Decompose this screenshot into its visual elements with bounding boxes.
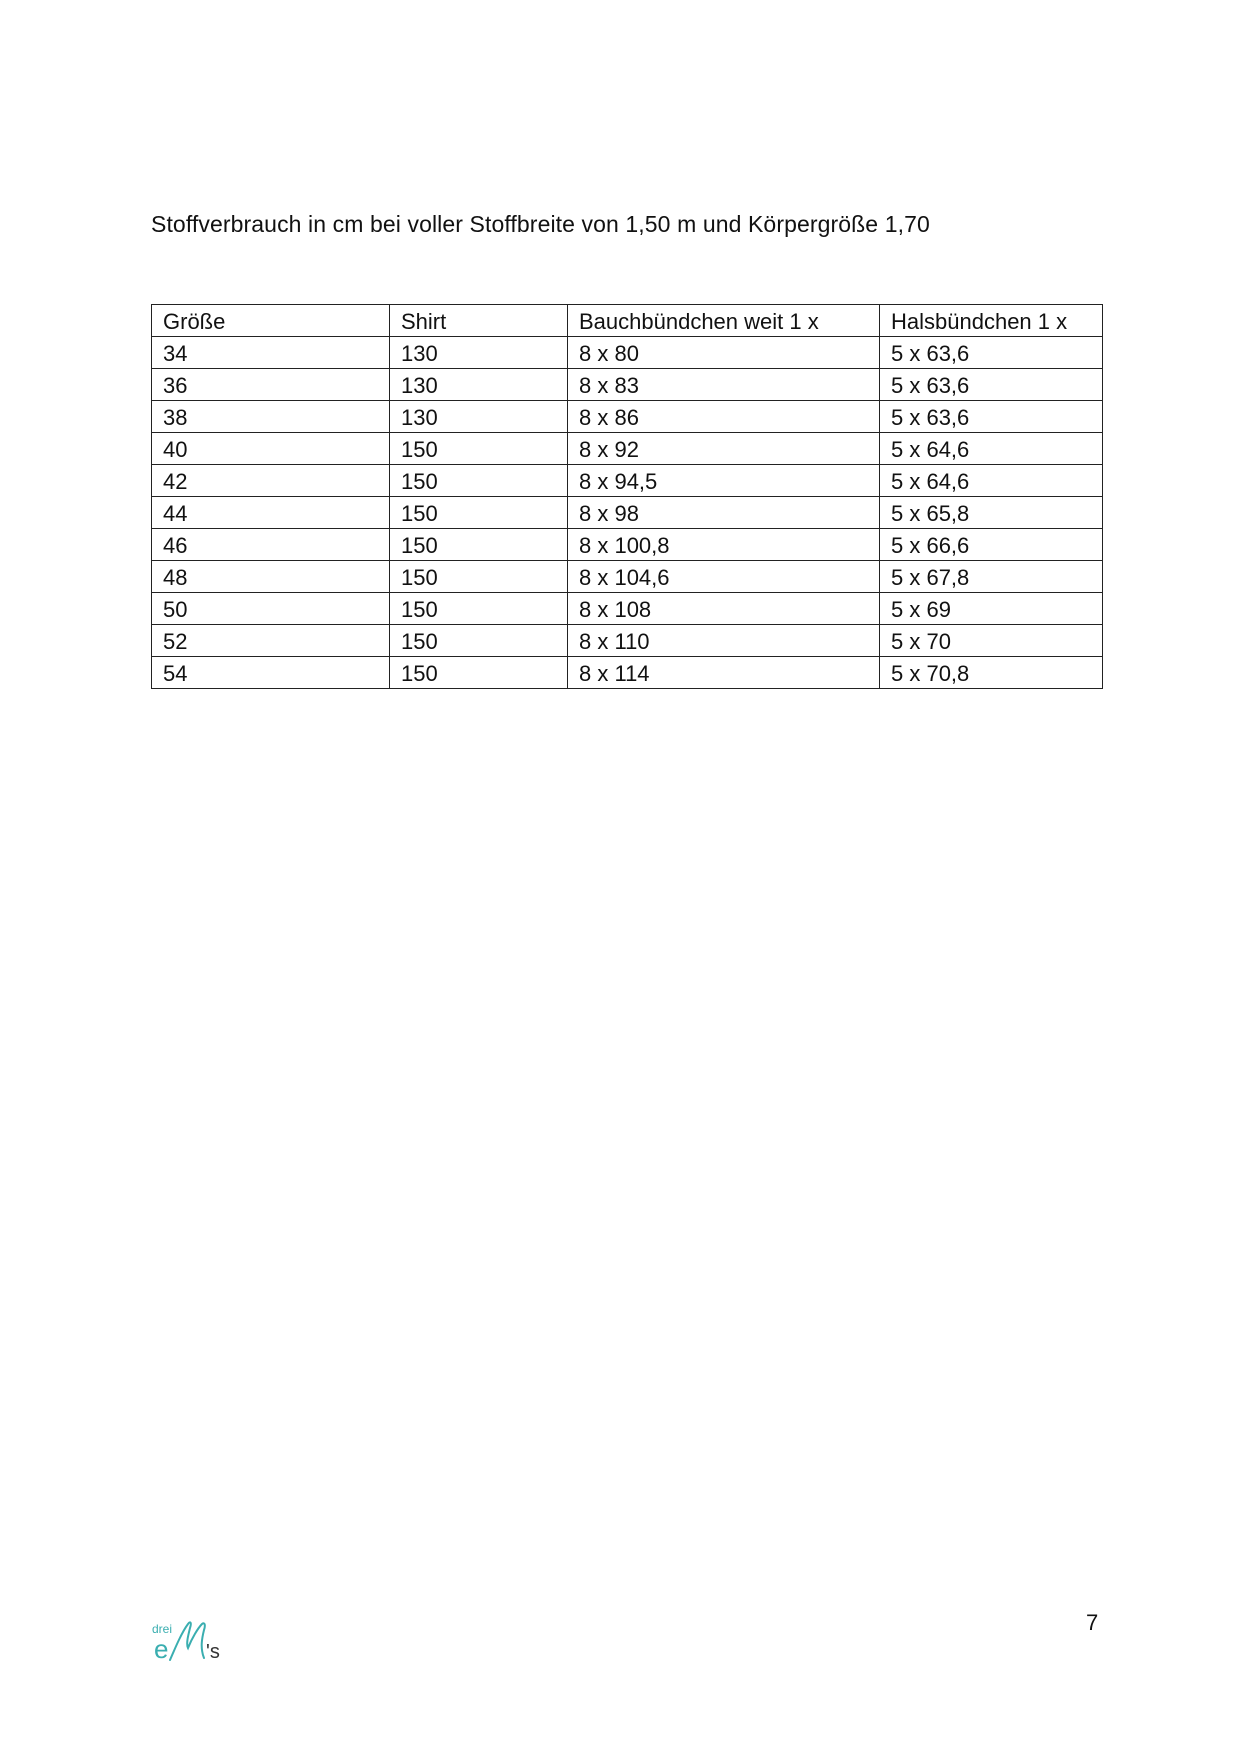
fabric-usage-table [151, 304, 1103, 689]
cell-size: 54 [152, 657, 390, 689]
cell-size: 46 [152, 529, 390, 561]
cell-size: 52 [152, 625, 390, 657]
cell-shirt: 150 [390, 625, 568, 657]
cell-neckband: 5 x 65,8 [880, 497, 1103, 529]
cell-neckband: 5 x 63,6 [880, 369, 1103, 401]
cell-shirt: 150 [390, 497, 568, 529]
header-waistband: Bauchbündchen weit 1 x [568, 305, 880, 337]
table-row [152, 497, 1103, 529]
cell-waistband: 8 x 92 [568, 433, 880, 465]
header-neckband: Halsbündchen 1 x [880, 305, 1103, 337]
logo-letter-m-stroke [170, 1622, 205, 1660]
cell-neckband: 5 x 67,8 [880, 561, 1103, 593]
cell-shirt: 150 [390, 561, 568, 593]
cell-shirt: 150 [390, 465, 568, 497]
table-row [152, 625, 1103, 657]
table-row [152, 657, 1103, 689]
table-row [152, 593, 1103, 625]
cell-size: 50 [152, 593, 390, 625]
cell-neckband: 5 x 64,6 [880, 433, 1103, 465]
cell-neckband: 5 x 63,6 [880, 401, 1103, 433]
logo-small-text: drei [152, 1622, 173, 1636]
cell-neckband: 5 x 63,6 [880, 337, 1103, 369]
cell-neckband: 5 x 66,6 [880, 529, 1103, 561]
header-shirt: Shirt [390, 305, 568, 337]
cell-waistband: 8 x 114 [568, 657, 880, 689]
table-row [152, 401, 1103, 433]
table-row [152, 465, 1103, 497]
cell-shirt: 150 [390, 433, 568, 465]
cell-waistband: 8 x 110 [568, 625, 880, 657]
cell-neckband: 5 x 64,6 [880, 465, 1103, 497]
page-number: 7 [1086, 1610, 1099, 1635]
cell-shirt: 130 [390, 369, 568, 401]
table-row [152, 433, 1103, 465]
cell-waistband: 8 x 86 [568, 401, 880, 433]
cell-size: 48 [152, 561, 390, 593]
table-row [152, 337, 1103, 369]
cell-size: 34 [152, 337, 390, 369]
cell-waistband: 8 x 108 [568, 593, 880, 625]
table-header-row [152, 305, 1103, 337]
table-row [152, 561, 1103, 593]
cell-waistband: 8 x 94,5 [568, 465, 880, 497]
cell-waistband: 8 x 104,6 [568, 561, 880, 593]
cell-shirt: 150 [390, 529, 568, 561]
table-row [152, 529, 1103, 561]
cell-waistband: 8 x 98 [568, 497, 880, 529]
cell-size: 36 [152, 369, 390, 401]
cell-shirt: 130 [390, 337, 568, 369]
cell-neckband: 5 x 70 [880, 625, 1103, 657]
table-row [152, 369, 1103, 401]
cell-waistband: 8 x 83 [568, 369, 880, 401]
cell-size: 44 [152, 497, 390, 529]
logo-image [150, 1618, 240, 1666]
cell-shirt: 130 [390, 401, 568, 433]
cell-waistband: 8 x 80 [568, 337, 880, 369]
cell-neckband: 5 x 70,8 [880, 657, 1103, 689]
brand-logo [150, 1618, 240, 1666]
intro-text: Stoffverbrauch in cm bei voller Stoffbreite von 1,50 m und Körpergröße 1,70 [151, 211, 930, 237]
cell-size: 38 [152, 401, 390, 433]
cell-size: 40 [152, 433, 390, 465]
cell-shirt: 150 [390, 657, 568, 689]
logo-letter-e: e [154, 1634, 169, 1664]
logo-suffix: 's [206, 1641, 220, 1663]
header-size: Größe [152, 305, 390, 337]
cell-size: 42 [152, 465, 390, 497]
cell-waistband: 8 x 100,8 [568, 529, 880, 561]
cell-neckband: 5 x 69 [880, 593, 1103, 625]
cell-shirt: 150 [390, 593, 568, 625]
table-body [152, 337, 1103, 689]
